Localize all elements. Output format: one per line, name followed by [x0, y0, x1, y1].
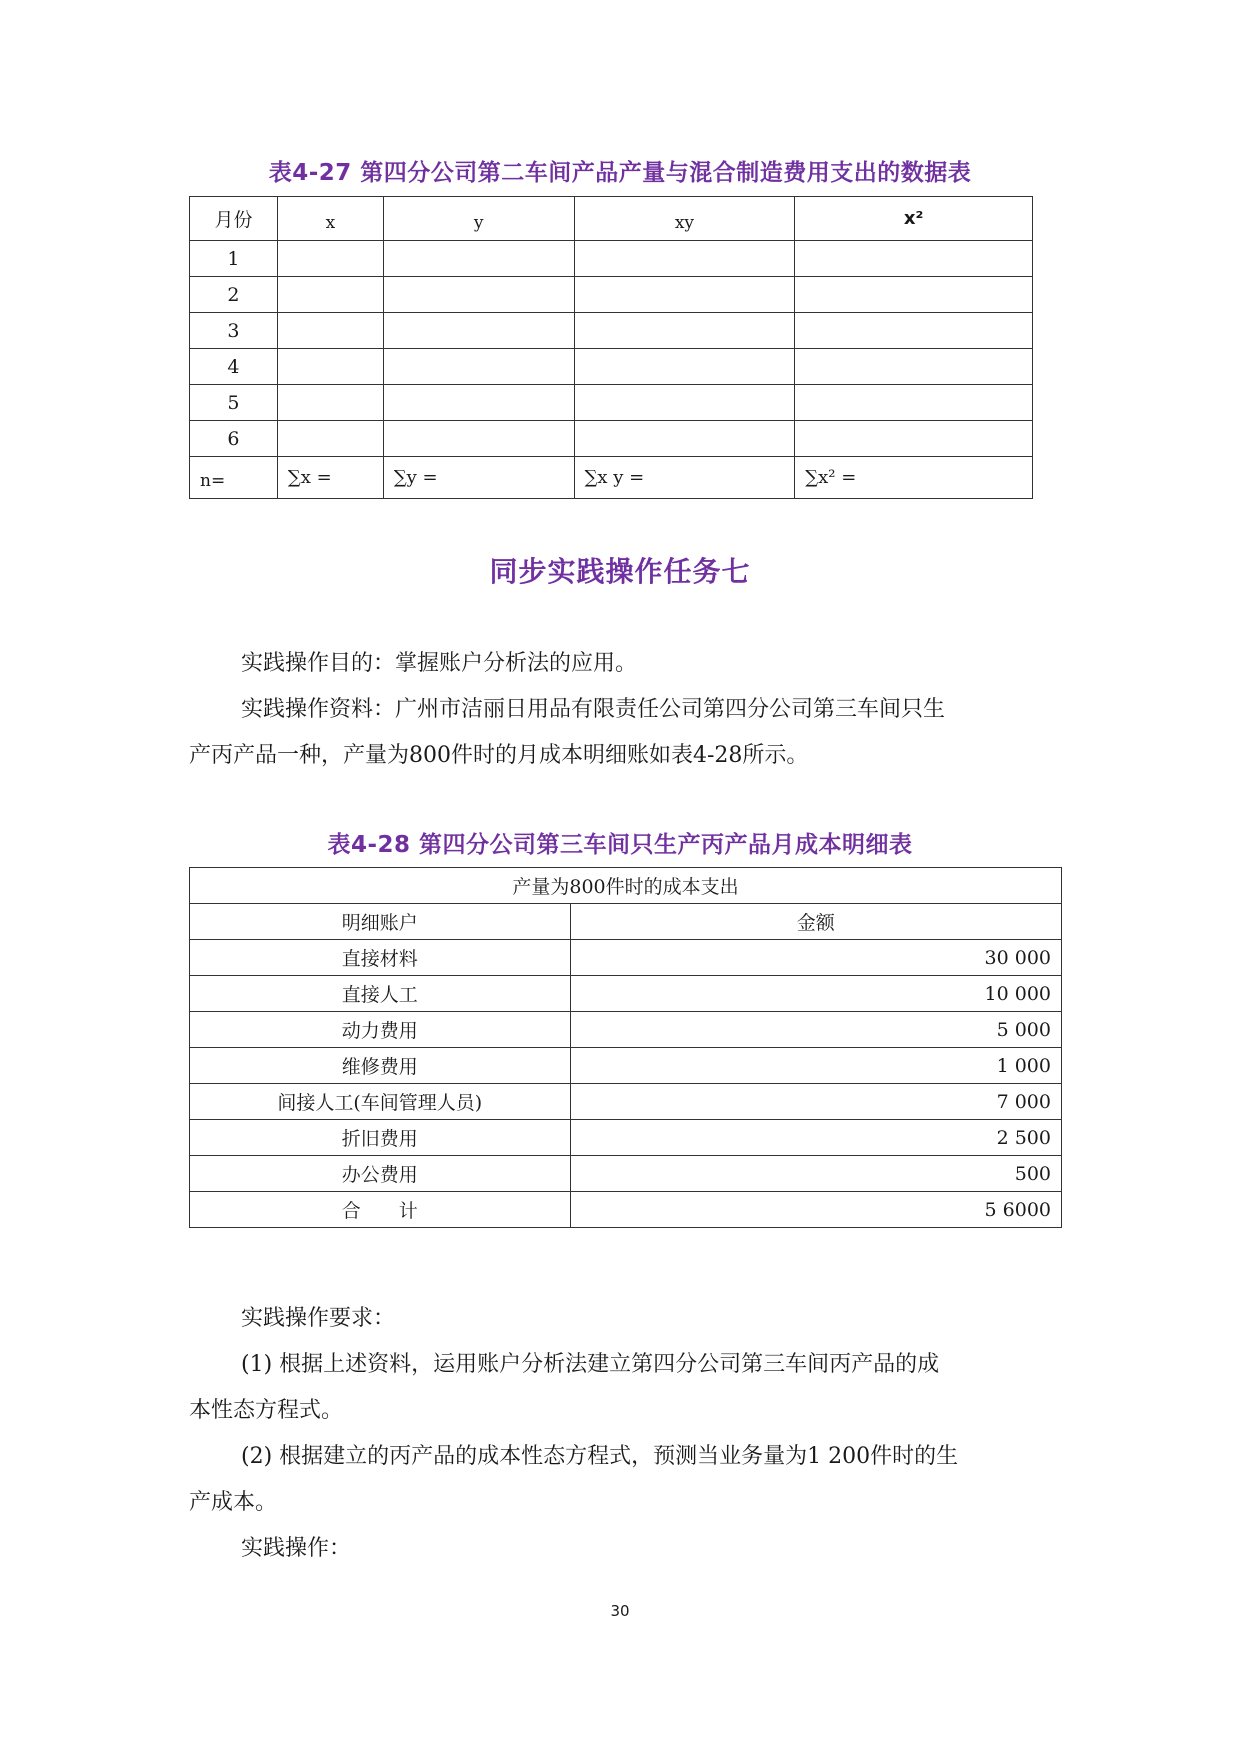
material-line-1: 实践操作资料：广州市洁丽日用品有限责任公司第四分公司第三车间只生 [241, 697, 946, 722]
account-name: 维修费用 [190, 1048, 571, 1084]
requirements-heading: 实践操作要求： [241, 1306, 396, 1331]
month-cell: 5 [190, 385, 278, 421]
table-row [190, 349, 1033, 385]
month-cell: 3 [190, 313, 278, 349]
table-row [190, 277, 1033, 313]
sum-x-cell: ∑x = [277, 457, 383, 499]
xy-cell [574, 313, 795, 349]
x-cell [277, 385, 383, 421]
requirement-2-line-2: 产成本。 [189, 1490, 278, 1515]
column-header-row [190, 904, 1062, 940]
x2-cell [795, 277, 1033, 313]
y-cell [383, 277, 574, 313]
table-row [190, 940, 1062, 976]
x-cell [277, 349, 383, 385]
requirement-1-line-2: 本性态方程式。 [189, 1398, 344, 1423]
amount-value: 2 500 [570, 1120, 1061, 1156]
operation-heading: 实践操作： [241, 1536, 352, 1561]
x-cell [277, 421, 383, 457]
account-name: 直接人工 [190, 976, 571, 1012]
header-month: 月份 [190, 197, 278, 241]
material-line-2: 产丙产品一种，产量为800件时的月成本明细账如表4-28所示。 [189, 743, 809, 768]
sum-row [190, 457, 1033, 499]
amount-value: 7 000 [570, 1084, 1061, 1120]
page-number: 30 [610, 1602, 630, 1620]
table-row [190, 313, 1033, 349]
x2-cell [795, 313, 1033, 349]
amount-value: 5 000 [570, 1012, 1061, 1048]
table-row [190, 1048, 1062, 1084]
table-row [190, 241, 1033, 277]
header-xy: xy [574, 197, 795, 241]
table-row [190, 1012, 1062, 1048]
cost-detail-table-4-28 [189, 867, 1062, 1228]
month-cell: 2 [190, 277, 278, 313]
sum-y-cell: ∑y = [383, 457, 574, 499]
x2-cell [795, 421, 1033, 457]
table-row [190, 1120, 1062, 1156]
y-cell [383, 421, 574, 457]
account-name: 办公费用 [190, 1156, 571, 1192]
amount-value: 1 000 [570, 1048, 1061, 1084]
account-name: 动力费用 [190, 1012, 571, 1048]
requirements-paragraph [189, 1296, 1069, 1572]
table-row [190, 1084, 1062, 1120]
purpose-line: 实践操作目的：掌握账户分析法的应用。 [241, 651, 638, 676]
table-header-row [190, 197, 1033, 241]
total-amount: 5 6000 [570, 1192, 1061, 1228]
sum-xy-cell: ∑x y = [574, 457, 795, 499]
header-x2: x² [795, 197, 1033, 241]
xy-cell [574, 349, 795, 385]
xy-cell [574, 421, 795, 457]
table-row [190, 385, 1033, 421]
y-cell [383, 385, 574, 421]
header-y: y [383, 197, 574, 241]
xy-cell [574, 385, 795, 421]
x-cell [277, 241, 383, 277]
account-name: 折旧费用 [190, 1120, 571, 1156]
table2-caption: 表4-28 第四分公司第三车间只生产丙产品月成本明细表 [327, 832, 913, 858]
total-label: 合 计 [190, 1192, 571, 1228]
data-table-4-27 [189, 196, 1033, 499]
section-title: 同步实践操作任务七 [489, 555, 751, 588]
amount-value: 500 [570, 1156, 1061, 1192]
span-header-row [190, 868, 1062, 904]
xy-cell [574, 241, 795, 277]
table1-caption: 表4-27 第四分公司第二车间产品产量与混合制造费用支出的数据表 [268, 160, 972, 186]
requirement-1-line-1: (1) 根据上述资料，运用账户分析法建立第四分公司第三车间丙产品的成 [241, 1352, 940, 1377]
total-row [190, 1192, 1062, 1228]
x-cell [277, 313, 383, 349]
month-cell: 4 [190, 349, 278, 385]
requirement-2-line-1: (2) 根据建立的丙产品的成本性态方程式，预测当业务量为1 200件时的生 [241, 1444, 959, 1469]
xy-cell [574, 277, 795, 313]
y-cell [383, 241, 574, 277]
header-amount: 金额 [570, 904, 1061, 940]
amount-value: 30 000 [570, 940, 1061, 976]
month-cell: 6 [190, 421, 278, 457]
n-cell: n= [190, 457, 278, 499]
intro-paragraph [189, 641, 1069, 779]
account-name: 间接人工(车间管理人员) [190, 1084, 571, 1120]
table-row [190, 976, 1062, 1012]
account-name: 直接材料 [190, 940, 571, 976]
amount-value: 10 000 [570, 976, 1061, 1012]
month-cell: 1 [190, 241, 278, 277]
header-x: x [277, 197, 383, 241]
y-cell [383, 349, 574, 385]
span-header: 产量为800件时的成本支出 [190, 868, 1062, 904]
table-row [190, 1156, 1062, 1192]
x-cell [277, 277, 383, 313]
x2-cell [795, 385, 1033, 421]
x2-cell [795, 349, 1033, 385]
table-row [190, 421, 1033, 457]
x2-cell [795, 241, 1033, 277]
header-account: 明细账户 [190, 904, 571, 940]
y-cell [383, 313, 574, 349]
sum-x2-cell: ∑x² = [795, 457, 1033, 499]
